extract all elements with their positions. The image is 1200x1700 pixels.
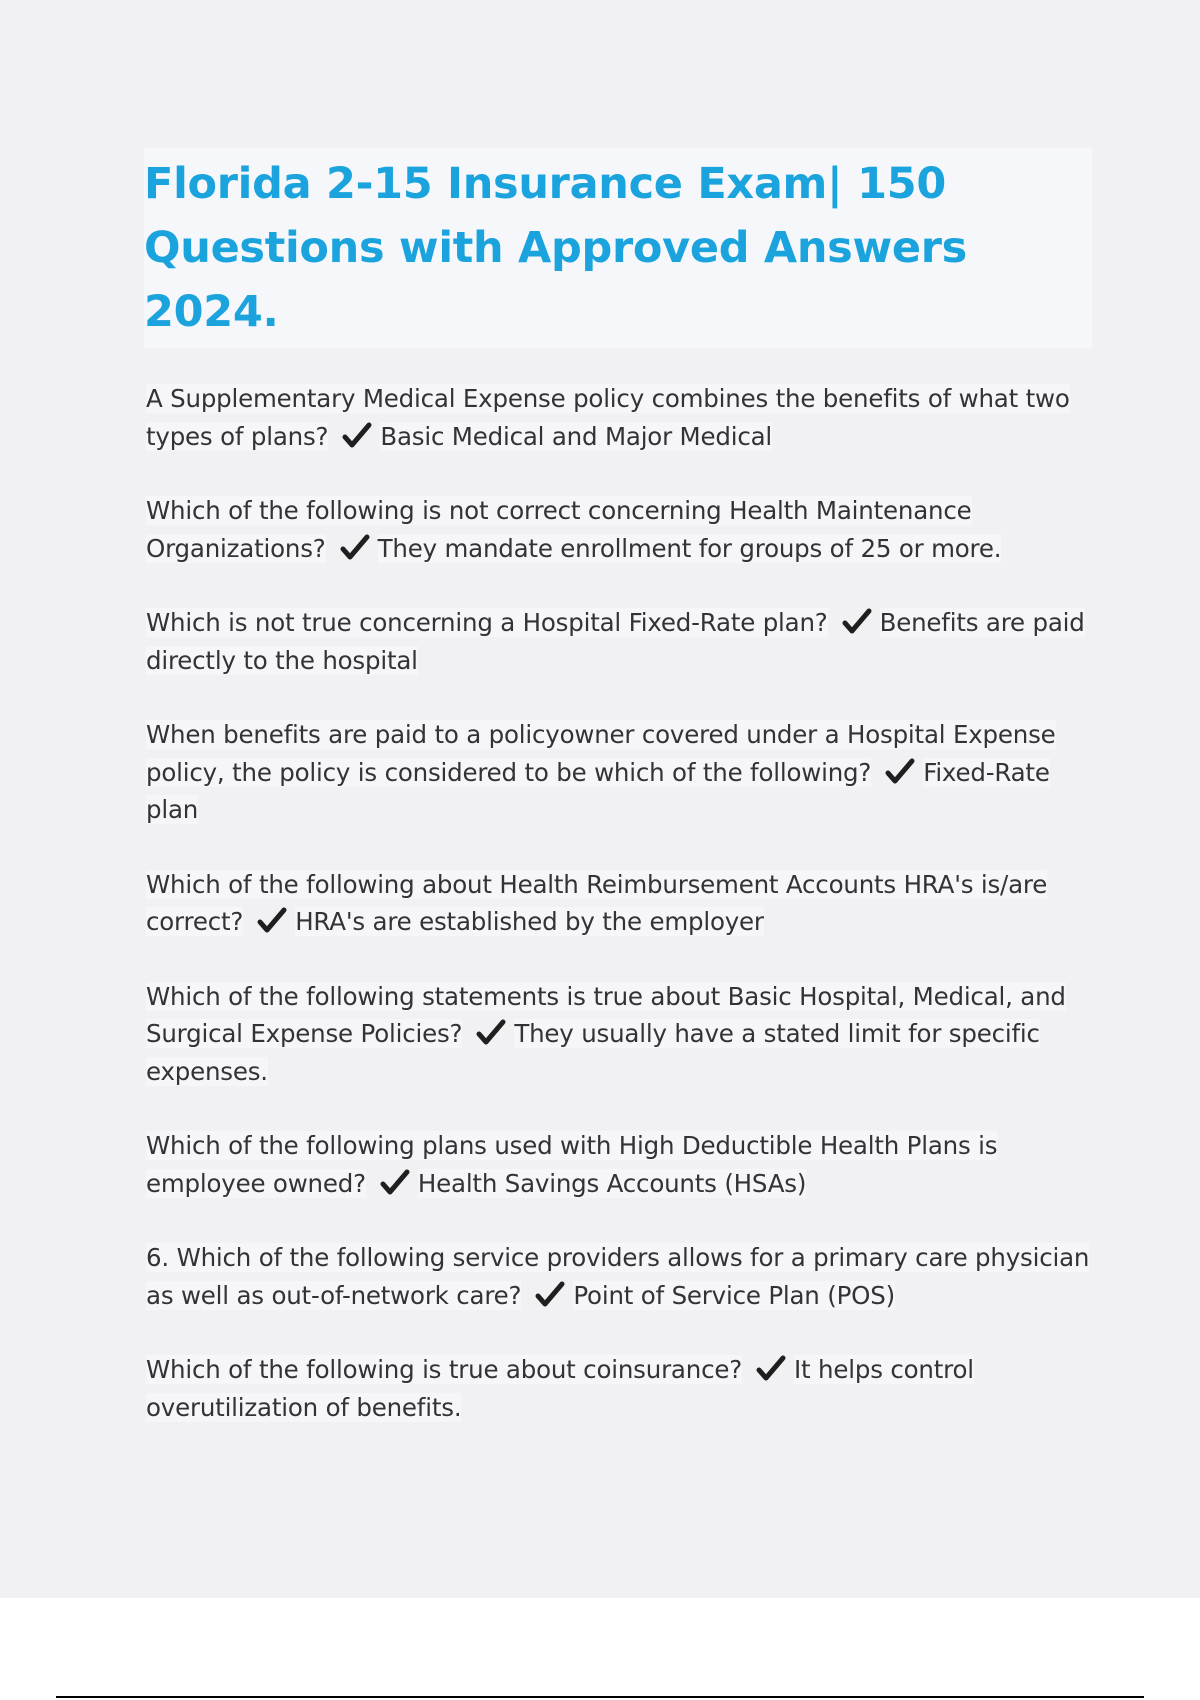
check-icon (842, 608, 872, 636)
answer-text: Benefits are paid directly to the hospital (146, 608, 1085, 675)
check-icon (476, 1019, 506, 1047)
answer-text: Basic Medical and Major Medical (380, 421, 773, 451)
check-icon (257, 907, 287, 935)
question-text: Which of the following is true about coinsurance? (146, 1355, 743, 1384)
qa-list (146, 380, 1092, 1426)
qa-item (146, 492, 1092, 567)
answer-text: It helps control overutilization of benefits. (146, 1355, 974, 1422)
question-text: Which of the following about Health Reimbursement Accounts HRA's is/are correct? (146, 869, 1048, 936)
question-text: Which of the following statements is true about Basic Hospital, Medical, and Surgical Expense Policies? (146, 981, 1066, 1048)
answer-text: They mandate enrollment for groups of 25 or more. (377, 533, 1002, 563)
question-text: 6. Which of the following service providers allows for a primary care physician as well as out-of-network care? (146, 1243, 1090, 1310)
qa-item (146, 1127, 1092, 1202)
check-icon (885, 758, 915, 786)
qa-item (146, 866, 1092, 941)
document-content (146, 148, 1092, 1463)
question-text: Which of the following is not correct concerning Health Maintenance Organizations? (146, 496, 972, 563)
check-icon (342, 422, 372, 450)
title-block (144, 148, 1092, 348)
question-text: Which of the following plans used with High Deductible Health Plans is employee owned? (146, 1131, 998, 1198)
check-icon (380, 1169, 410, 1197)
qa-item (146, 1239, 1092, 1314)
document-title: Florida 2-15 Insurance Exam| 150 Questions with Approved Answers 2024. (144, 159, 967, 337)
answer-text: Point of Service Plan (POS) (573, 1280, 895, 1310)
qa-item (146, 604, 1092, 679)
answer-text: HRA's are established by the employer (295, 907, 764, 936)
question-text: When benefits are paid to a policyowner covered under a Hospital Expense policy, the policy is considered to be which of the following? (146, 720, 1056, 787)
qa-item (146, 716, 1092, 829)
question-text: Which is not true concerning a Hospital Fixed-Rate plan? (146, 608, 828, 637)
check-icon (756, 1355, 786, 1383)
footer-divider (56, 1696, 1144, 1698)
qa-item (146, 1351, 1092, 1426)
qa-item (146, 978, 1092, 1091)
answer-text: Health Savings Accounts (HSAs) (417, 1168, 807, 1198)
qa-item (146, 380, 1092, 455)
question-text: A Supplementary Medical Expense policy combines the benefits of what two types of plans? (146, 384, 1070, 451)
answer-text: Fixed-Rate plan (146, 757, 1050, 824)
check-icon (340, 534, 370, 562)
check-icon (535, 1281, 565, 1309)
answer-text: They usually have a stated limit for specific expenses. (146, 1019, 1040, 1086)
